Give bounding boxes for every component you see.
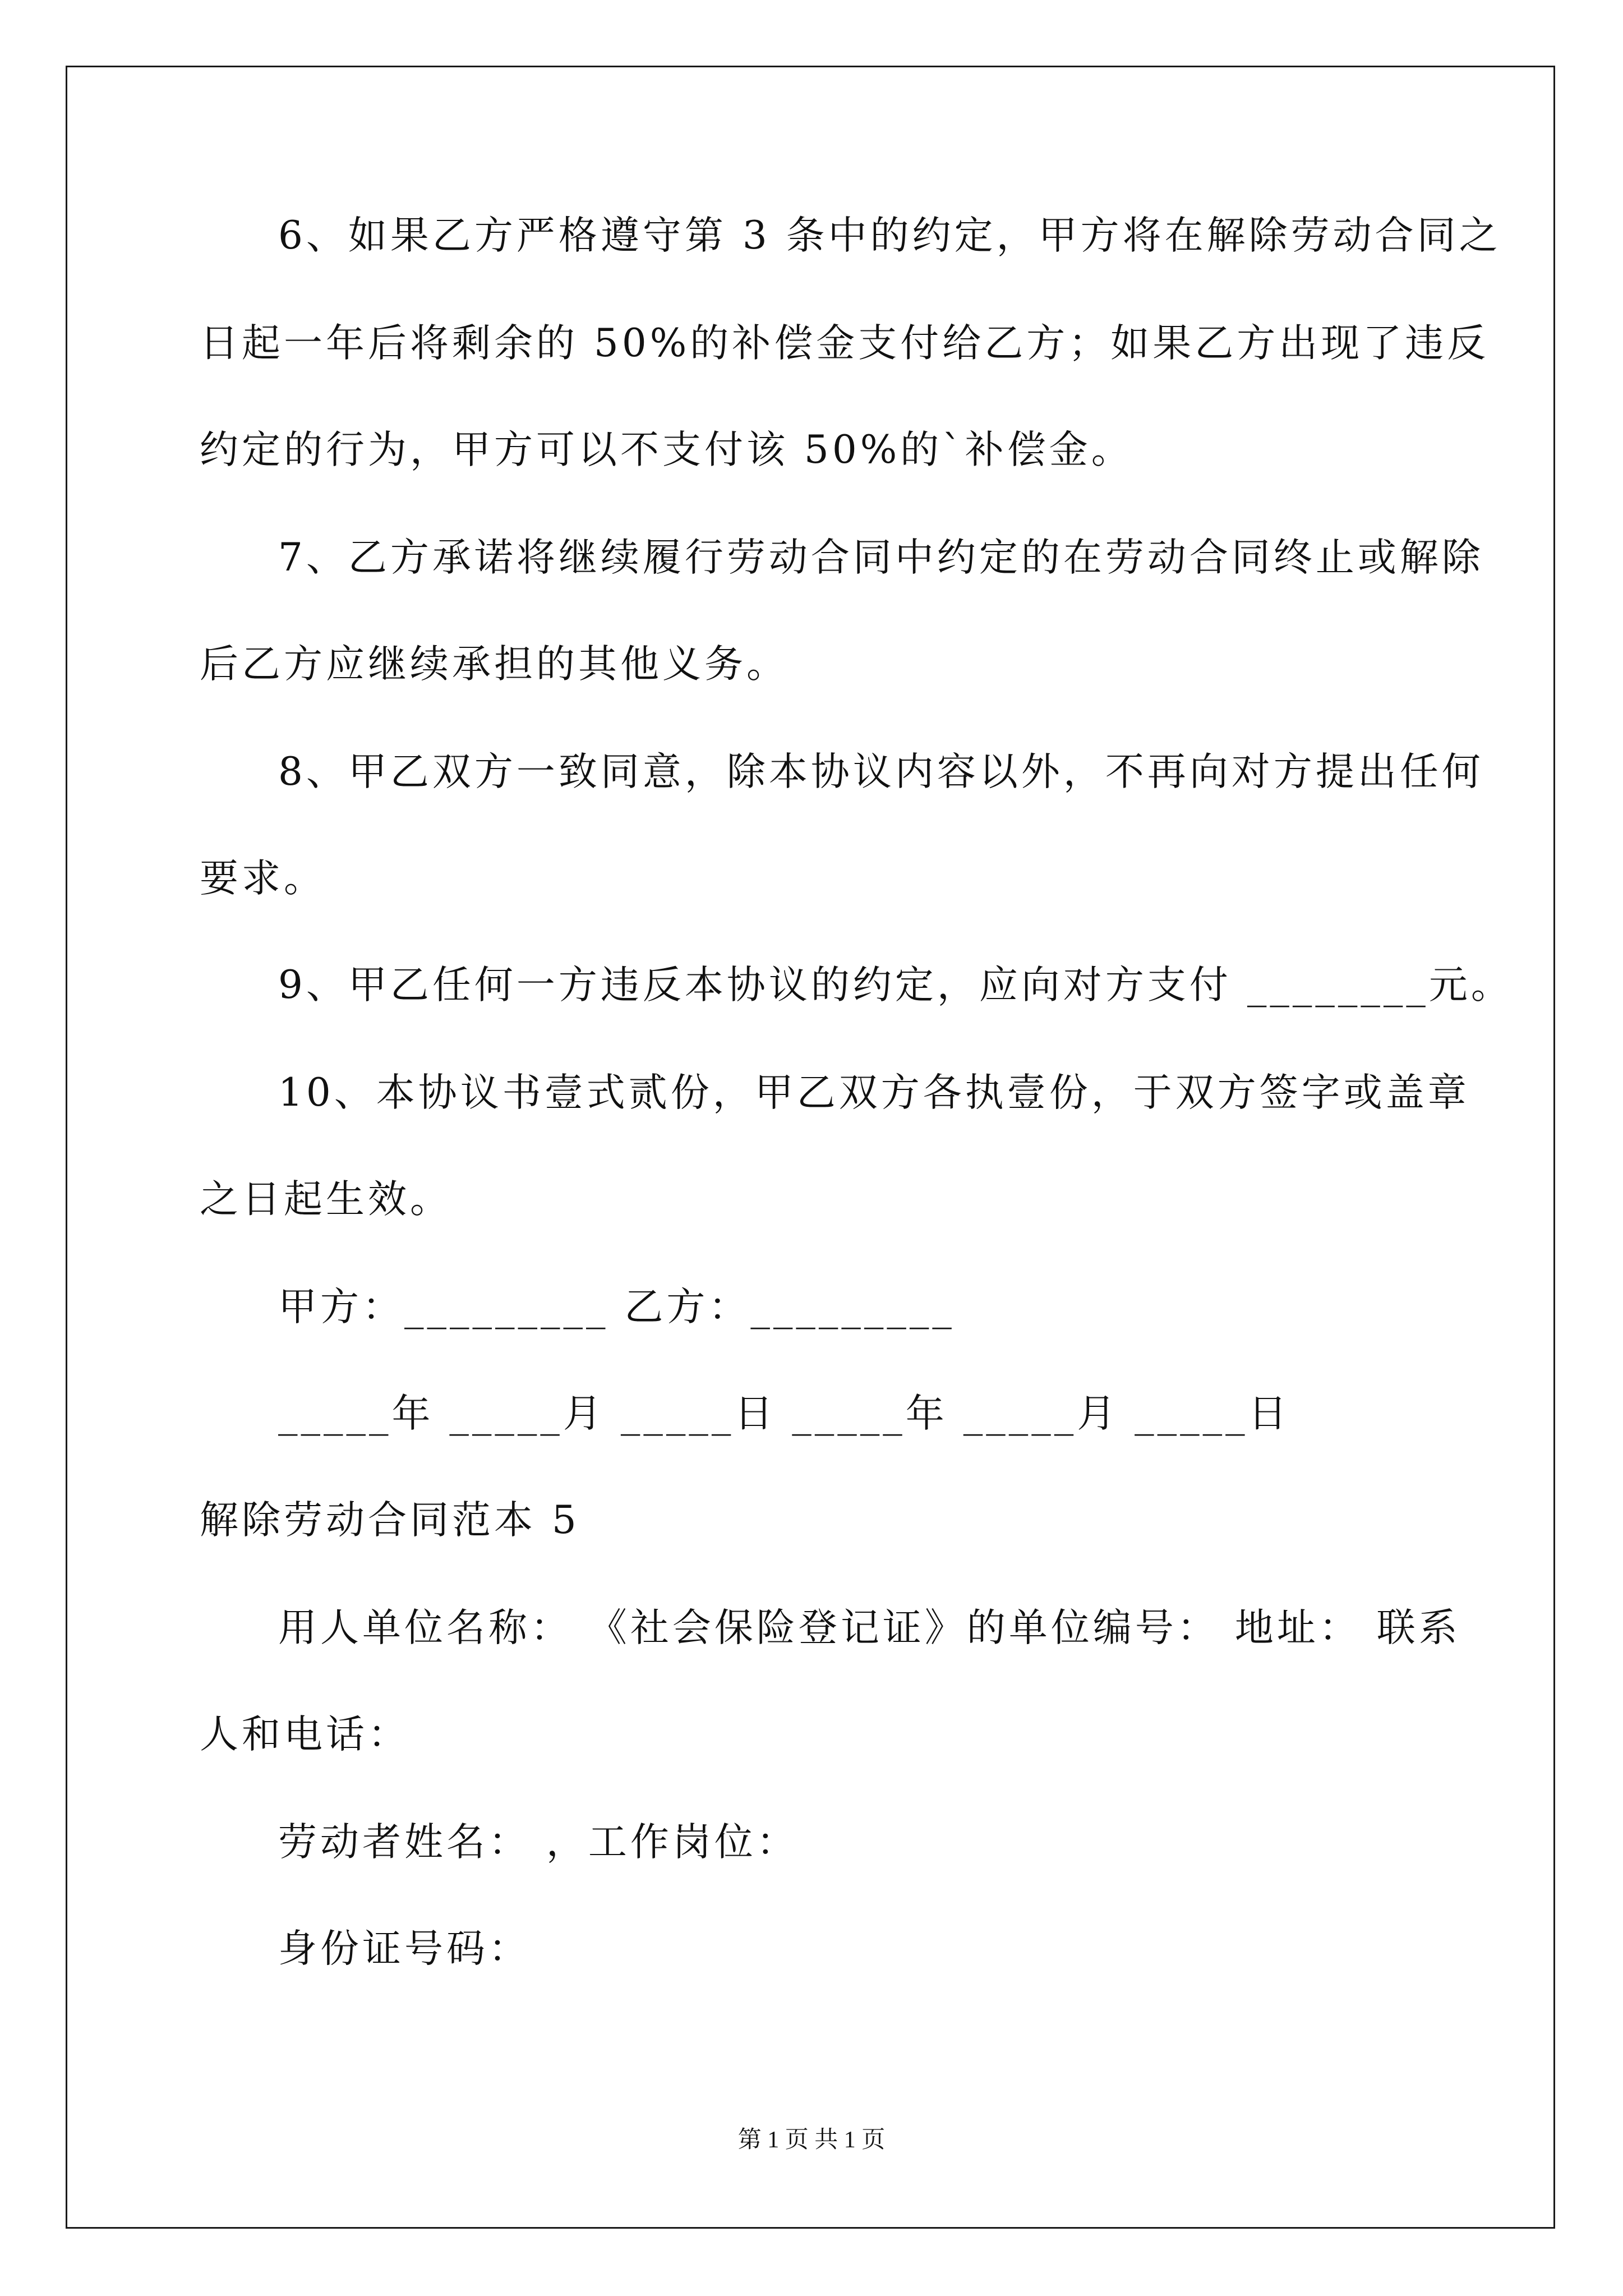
signature-parties: 甲方：_________ 乙方：_________	[278, 1285, 955, 1329]
id-number: 身份证号码：	[278, 1926, 531, 1971]
clause-9: 9、甲乙任何一方违反本协议的约定，应向对方支付 ________元。	[278, 963, 1513, 1007]
clause-6-line-2: 日起一年后将剩余的 50%的补偿金支付给乙方；如果乙方出现了违反	[200, 321, 1490, 366]
page-border	[66, 66, 1555, 2229]
page-indicator: 第 1 页 共 1 页	[737, 2127, 886, 2153]
employer-info-line-1: 用人单位名称： 《社会保险登记证》的单位编号： 地址： 联系	[278, 1605, 1461, 1650]
clause-6-line-3: 约定的行为，甲方可以不支付该 50%的`补偿金。	[200, 427, 1133, 472]
clause-7-line-2: 后乙方应继续承担的其他义务。	[200, 642, 789, 687]
clause-7-line-1: 7、乙方承诺将继续履行劳动合同中约定的在劳动合同终止或解除	[278, 535, 1484, 580]
clause-6-line-1: 6、如果乙方严格遵守第 3 条中的约定，甲方将在解除劳动合同之	[278, 213, 1501, 258]
clause-10-line-1: 10、本协议书壹式贰份，甲乙双方各执壹份，于双方签字或盖章	[278, 1070, 1470, 1115]
clause-8-line-1: 8、甲乙双方一致同意，除本协议内容以外，不再向对方提出任何	[278, 749, 1484, 794]
clause-8-line-2: 要求。	[200, 856, 326, 901]
employer-info-line-2: 人和电话：	[200, 1712, 410, 1757]
clause-10-line-2: 之日起生效。	[200, 1177, 452, 1222]
section-title: 解除劳动合同范本 5	[200, 1498, 580, 1543]
employee-info: 劳动者姓名： ，工作岗位：	[278, 1820, 799, 1865]
signature-dates: _____年 _____月 _____日 _____年 _____月 _____日	[278, 1391, 1290, 1436]
